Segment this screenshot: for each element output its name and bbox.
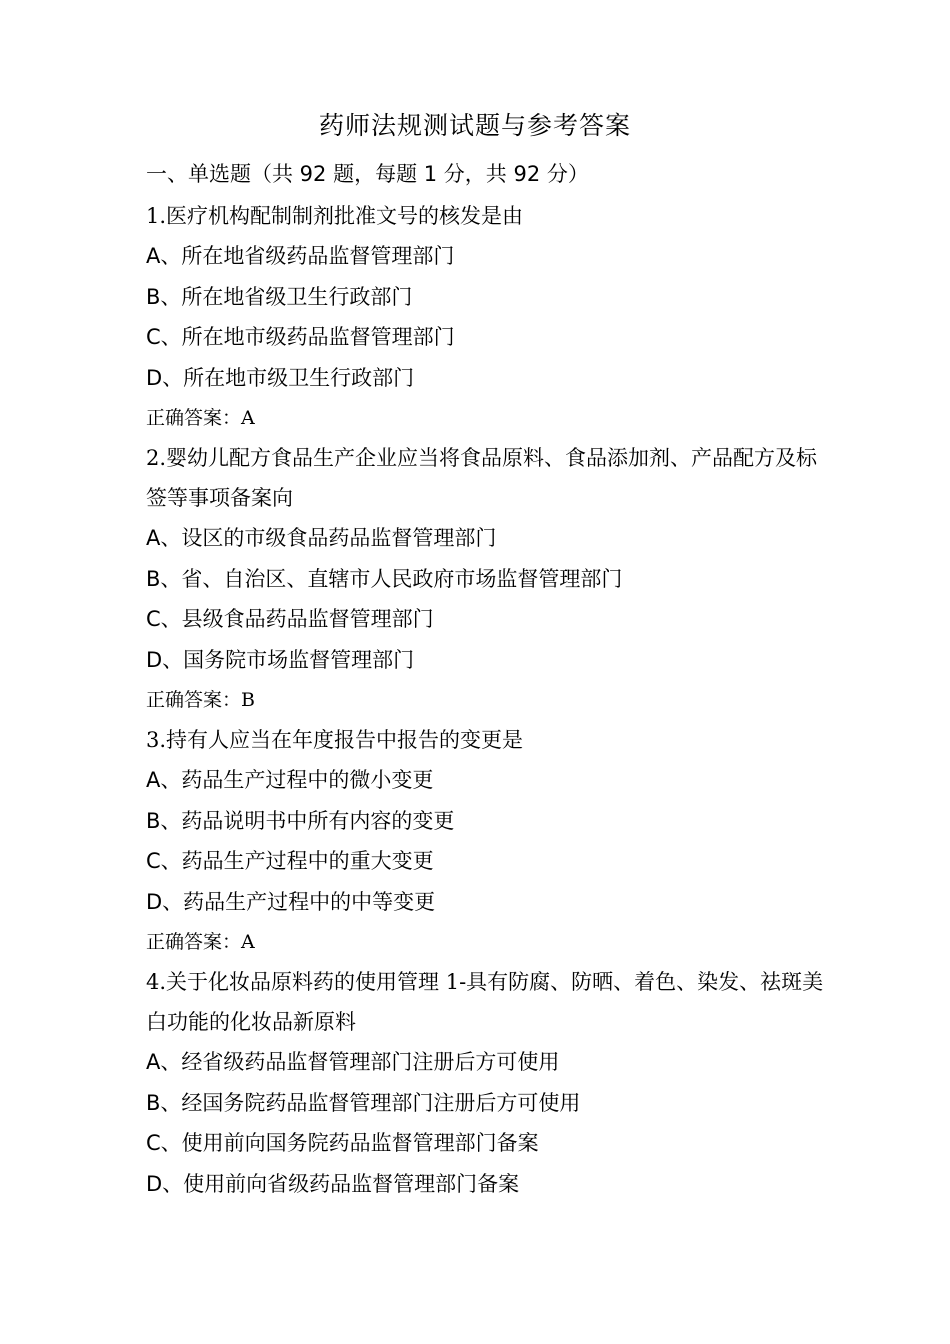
document-title: 药师法规测试题与参考答案 bbox=[318, 111, 631, 140]
question-stem: 4.关于化妆品原料药的使用管理 1-具有防腐、防晒、着色、染发、祛斑美白功能的化妆品新原料 bbox=[146, 970, 824, 1034]
correct-answer: 正确答案：A bbox=[146, 931, 255, 953]
option-b: B、药品说明书中所有内容的变更 bbox=[146, 808, 455, 833]
option-c: C、县级食品药品监督管理部门 bbox=[146, 607, 434, 631]
option-b: B、所在地省级卫生行政部门 bbox=[146, 284, 413, 309]
correct-answer: 正确答案：A bbox=[146, 407, 255, 429]
option-c: C、所在地市级药品监督管理部门 bbox=[146, 325, 455, 349]
option-c: C、药品生产过程中的重大变更 bbox=[146, 849, 434, 873]
question-1 bbox=[146, 196, 826, 438]
option-c: C、使用前向国务院药品监督管理部门备案 bbox=[146, 1131, 539, 1155]
question-4 bbox=[146, 962, 826, 1204]
question-stem: 3.持有人应当在年度报告中报告的变更是 bbox=[146, 728, 524, 752]
correct-answer: 正确答案：B bbox=[146, 689, 255, 711]
option-b: B、省、自治区、直辖市人民政府市场监督管理部门 bbox=[146, 566, 623, 591]
question-stem: 2.婴幼儿配方食品生产企业应当将食品原料、食品添加剂、产品配方及标签等事项备案向 bbox=[146, 446, 818, 510]
option-a: A、设区的市级食品药品监督管理部门 bbox=[146, 526, 497, 550]
option-d: D、国务院市场监督管理部门 bbox=[146, 647, 415, 672]
option-d: D、所在地市级卫生行政部门 bbox=[146, 365, 415, 390]
option-a: A、药品生产过程中的微小变更 bbox=[146, 768, 434, 792]
question-3 bbox=[146, 720, 826, 962]
question-stem: 1.医疗机构配制制剂批准文号的核发是由 bbox=[146, 204, 524, 228]
question-list bbox=[146, 196, 826, 1204]
section-heading: 一、单选题（共 92 题，每题 1 分，共 92 分） bbox=[146, 162, 589, 186]
question-2 bbox=[146, 438, 826, 720]
option-b: B、经国务院药品监督管理部门注册后方可使用 bbox=[146, 1090, 581, 1115]
option-a: A、所在地省级药品监督管理部门 bbox=[146, 244, 455, 268]
option-a: A、经省级药品监督管理部门注册后方可使用 bbox=[146, 1050, 560, 1074]
option-d: D、药品生产过程中的中等变更 bbox=[146, 889, 436, 914]
option-d: D、使用前向省级药品监督管理部门备案 bbox=[146, 1171, 520, 1196]
